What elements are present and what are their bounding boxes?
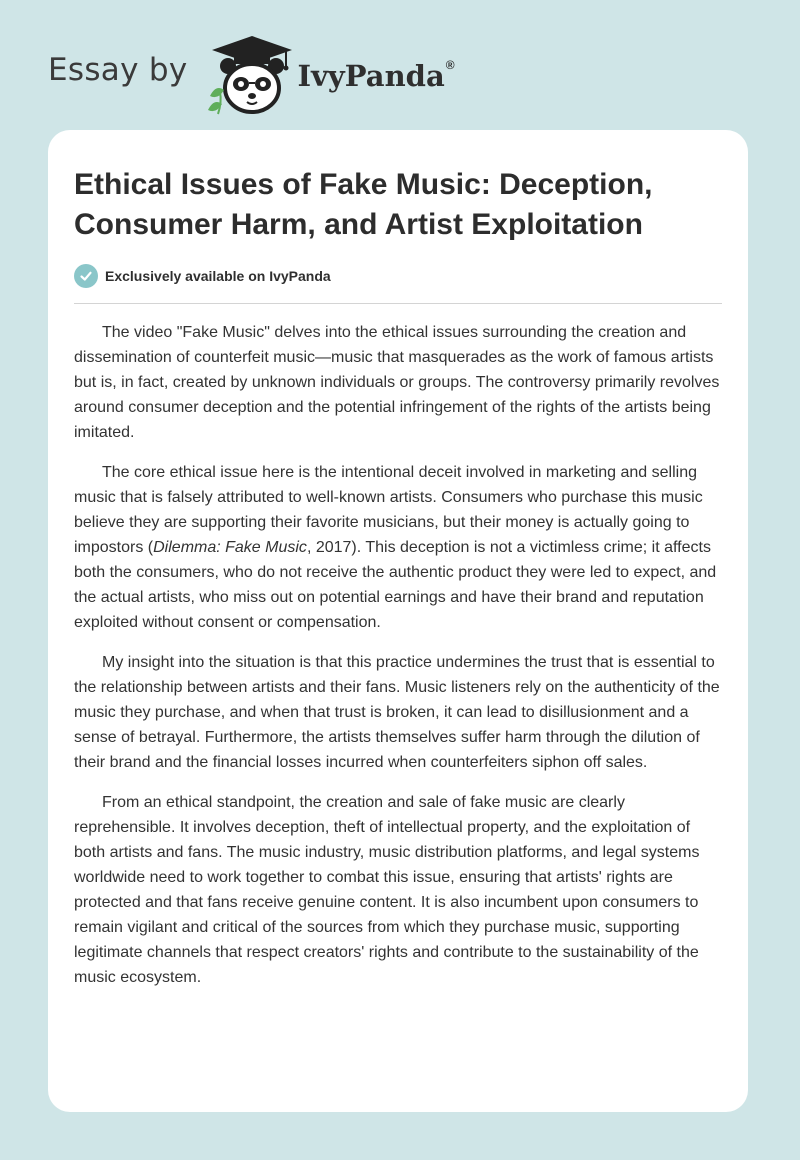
divider — [74, 303, 722, 304]
paragraph-3: My insight into the situation is that this practice undermines the trust that is essential to the relationship between artists and their fans. Music listeners rely on the authenticity of the music they purchase, and when that trust is broken, it can lead to disillusionment and a sense of betrayal. Furthermore, the artists themselves suffer harm through the dilution of their brand and the financial losses incurred when counterfeiters siphon off sales. — [74, 654, 720, 771]
brand-name[interactable] — [298, 59, 455, 93]
paragraph-2-text-before: The core ethical issue here is the intentional deceit involved in marketing and selling music that is falsely attributed to well-known artists. Consumers who purchase this music believe they are supporting their favorite musicians, but their money is actually going to impostors ( — [74, 464, 703, 556]
registered-mark: ® — [445, 58, 455, 73]
site-header — [48, 34, 455, 114]
panda-graduate-logo-icon[interactable] — [204, 36, 296, 116]
essay-title: Ethical Issues of Fake Music: Deception, Consumer Harm, and Artist Exploitation — [74, 168, 653, 241]
paragraph-1: The video "Fake Music" delves into the ethical issues surrounding the creation and dissemination of counterfeit music—music that masquerades as the work of famous artists but is, in fact, created by unknown individuals or groups. The controversy primarily revolves around consumer deception and the potential infringement of the rights of the artists being imitated. — [74, 324, 720, 441]
paragraph-2-text-after: , 2017). This deception is not a victimless crime; it affects both the consumers, who do not receive the authentic product they were led to expect, and the actual artists, who miss out on potential earnings and have their brand and reputation exploited without consent or compensation. — [74, 539, 717, 631]
exclusive-badge — [74, 264, 331, 288]
checkmark-icon — [74, 264, 98, 288]
essay-card — [48, 130, 748, 1112]
exclusive-badge-label: Exclusively available on IvyPanda — [105, 268, 331, 284]
essay-by-label: Essay by — [48, 52, 188, 88]
paragraph-4: From an ethical standpoint, the creation and sale of fake music are clearly reprehensible. It involves deception, theft of intellectual property, and the exploitation of both artists and fans. The music industry, music distribution platforms, and legal systems worldwide need to work together to combat this issue, ensuring that artists' rights are protected and that fans receive genuine content. It is also incumbent upon consumers to remain vigilant and critical of the sources from which they purchase music, supporting legitimate channels that respect creators' rights and contribute to the sustainability of the music ecosystem. — [74, 794, 700, 986]
citation-title: Dilemma: Fake Music — [153, 539, 307, 556]
paragraph-2 — [74, 460, 724, 635]
essay-body — [74, 320, 724, 1005]
brand-name-text: IvyPanda — [297, 59, 445, 93]
